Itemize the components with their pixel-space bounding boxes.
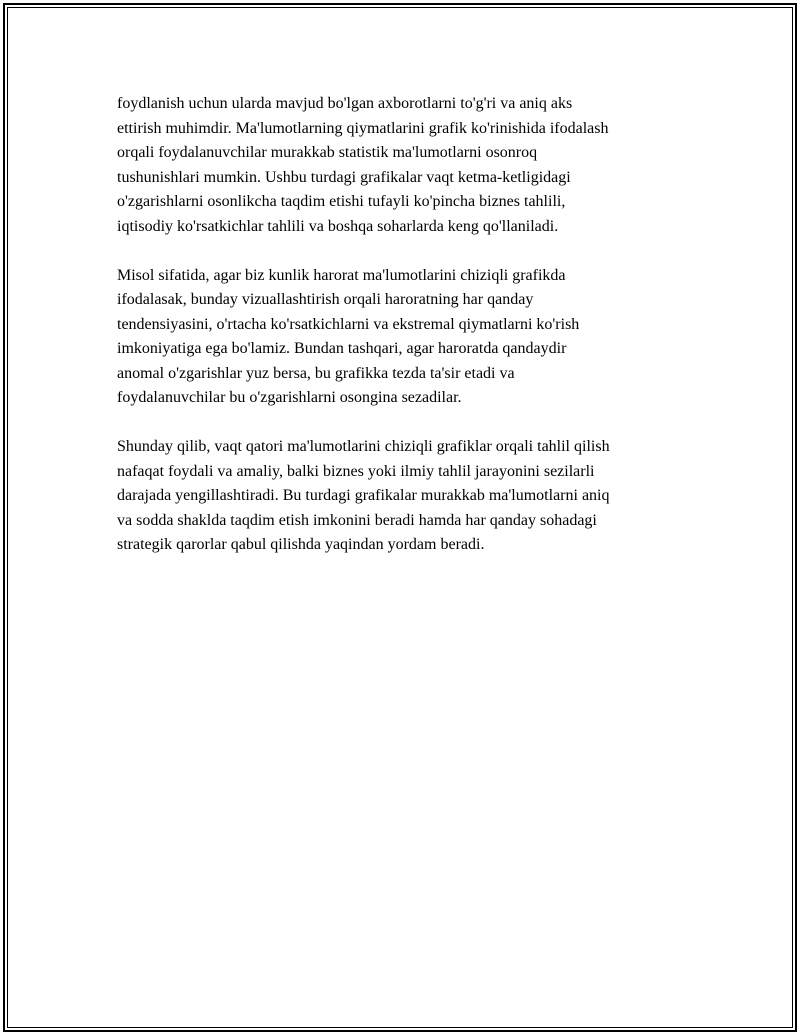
paragraph-line: Misol sifatida, agar biz kunlik harorat ma'lumotlarini chiziqli grafikda [117,266,566,284]
paragraph-line: ettirish muhimdir. Ma'lumotlarning qiymatlarini grafik ko'rinishida ifodalash [117,119,609,137]
paragraph-line: va sodda shaklda taqdim etish imkonini beradi hamda har qanday sohadagi [117,511,597,529]
document-body [117,92,692,582]
paragraph-line: imkoniyatiga ega bo'lamiz. Bundan tashqari, agar haroratda qandaydir [117,340,567,357]
paragraph-line: strategik qarorlar qabul qilishda yaqindan yordam beradi. [117,536,485,553]
paragraph-line: anomal o'zgarishlar yuz bersa, bu grafikka tezda ta'sir etadi va [117,364,515,382]
paragraph-line: foydlanish uchun ularda mavjud bo'lgan axborotlarni to'g'ri va aniq aks [117,95,573,112]
paragraph-line: ifodalasak, bunday vizuallashtirish orqali haroratning har qanday [117,291,534,308]
paragraph-line: darajada yengillashtiradi. Bu turdagi grafikalar murakkab ma'lumotlarni aniq [117,487,610,504]
paragraph-3 [117,435,692,558]
paragraph-line: iqtisodiy ko'rsatkichlar tahlili va boshqa soharlarda keng qo'llaniladi. [117,217,559,235]
paragraph-line: tushunishlari mumkin. Ushbu turdagi grafikalar vaqt ketma-ketligidagi [117,168,571,186]
paragraph-line: Shunday qilib, vaqt qatori ma'lumotlarini chiziqli grafiklar orqali tahlil qilish [117,438,610,455]
paragraph-1 [117,92,692,239]
paragraph-line: o'zgarishlarni osonlikcha taqdim etishi tufayli ko'pincha biznes tahlili, [117,193,566,210]
paragraph-line: tendensiyasini, o'rtacha ko'rsatkichlarni va ekstremal qiymatlarni ko'rish [117,315,580,333]
paragraph-line: foydalanuvchilar bu o'zgarishlarni osongina sezadilar. [117,389,462,406]
paragraph-line: orqali foydalanuvchilar murakkab statistik ma'lumotlarni osonroq [117,144,538,161]
paragraph-2 [117,264,692,411]
paragraph-line: nafaqat foydali va amaliy, balki biznes yoki ilmiy tahlil jarayonini sezilarli [117,462,595,480]
